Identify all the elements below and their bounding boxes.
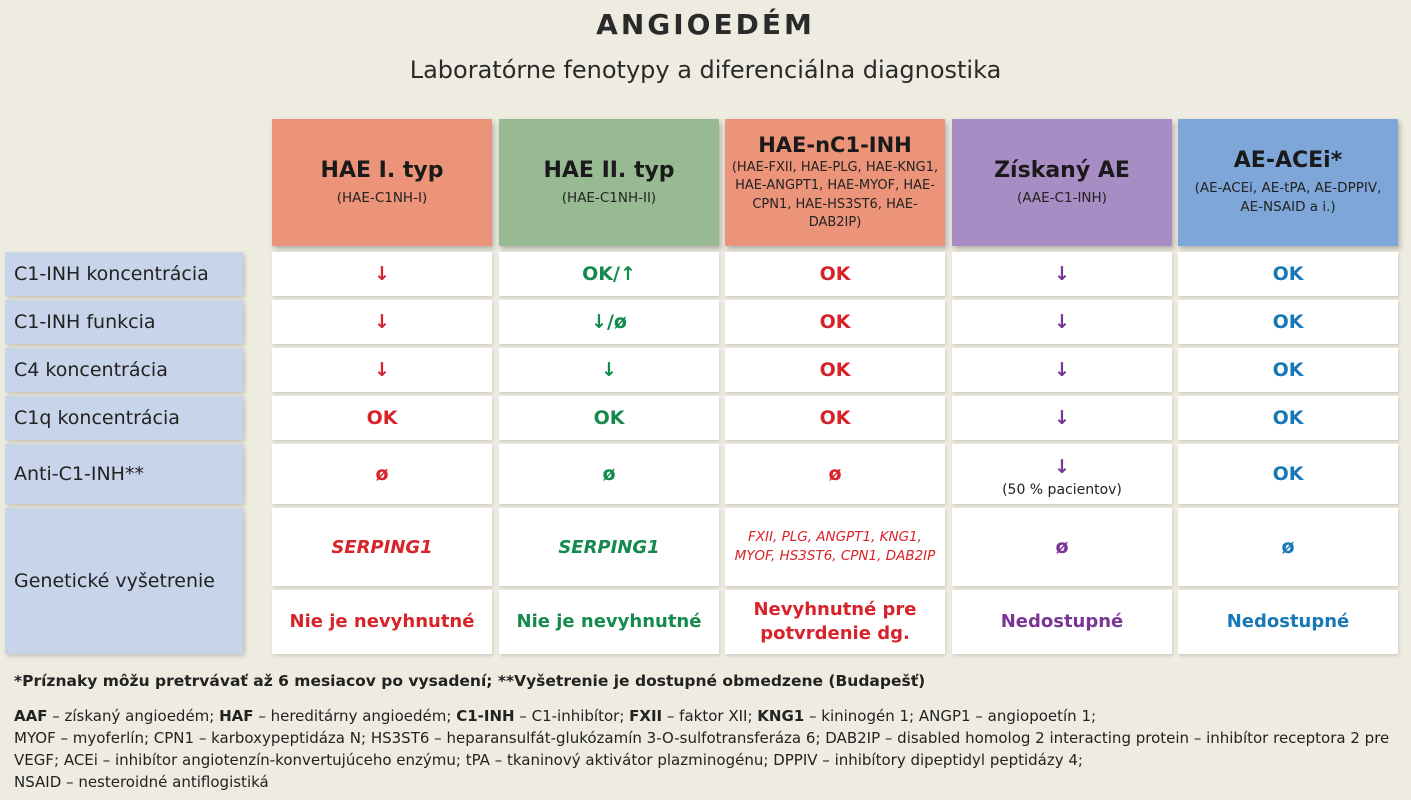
row-label-anti-c1-inh: Anti-C1-INH**	[5, 444, 243, 504]
abbr-term: KNG1	[757, 707, 805, 725]
table-cell	[1178, 252, 1398, 296]
table-cell	[725, 396, 945, 440]
row-label-genetic-testing: Genetické vyšetrenie	[5, 508, 243, 654]
page-subtitle: Laboratórne fenotypy a diferenciálna diagnostika	[409, 56, 1002, 84]
abbr-term: AAF	[14, 707, 48, 725]
abbr-term: ANGP1	[918, 707, 971, 725]
cell-value: OK	[1272, 311, 1304, 333]
cell-value: ø	[602, 463, 616, 485]
table-cell	[499, 252, 719, 296]
cell-value: ↓	[1054, 263, 1070, 285]
abbr-term: NSAID	[14, 773, 62, 791]
table-cell	[272, 348, 492, 392]
gene-value: ø	[1281, 536, 1295, 558]
column-subtitle: (AAE-C1-INH)	[1017, 189, 1107, 206]
table-cell	[952, 396, 1172, 440]
column-header-ae-acei	[1178, 119, 1398, 246]
abbr-def: faktor XII	[679, 707, 748, 725]
abbr-def: získaný angioedém	[64, 707, 210, 725]
abbr-def: tkaninový aktivátor plazminogénu	[507, 751, 764, 769]
abbr-term: HAF	[219, 707, 254, 725]
abbr-def: disabled homolog 2 interacting protein – inhibítor receptora 2 pre VEGF	[14, 729, 1390, 769]
table-cell	[1178, 348, 1398, 392]
table-cell	[952, 348, 1172, 392]
abbreviations-legend: AAF – získaný angioedém; HAF – hereditárny angioedém; C1-INH – C1-inhibítor; FXII – faktor XII; KNG1 – kininogén 1; ANGP1 – angiopoetín 1; MYOF – myoferlín; CPN1 – karboxypeptidáza N; HS3ST6 – heparansulfát-glukózamín 3-O-sulfotransferáza 6; DAB2IP – disabled homolog 2 interacting protein – inhibítor receptora 2 pre VEGF; ACEi – inhibítor angiotenzín-konvertujúceho enzýmu; tPA – tkaninový aktivátor plazminogénu; DPPIV – inhibítory dipeptidyl peptidázy 4; NSAID – nesteroidné antiflogistiká	[14, 707, 1390, 791]
gene-value: ø	[1055, 536, 1069, 558]
cell-value: OK	[593, 407, 625, 429]
table-cell	[725, 348, 945, 392]
gene-cell	[952, 508, 1172, 586]
column-title: HAE I. typ	[320, 157, 444, 183]
cell-value: ↓	[1054, 456, 1070, 478]
table-cell	[272, 300, 492, 344]
abbr-term: ACEi	[63, 751, 98, 769]
cell-value: OK/↑	[582, 263, 636, 285]
table-cell	[499, 300, 719, 344]
row-label-c1-inh-function: C1-INH funkcia	[5, 300, 243, 344]
cell-value: ↓	[1054, 407, 1070, 429]
table-cell	[952, 444, 1172, 504]
availability-value: Nedostupné	[1226, 611, 1350, 632]
row-label-c4-concentration: C4 koncentrácia	[5, 348, 243, 392]
abbr-def: inhibítor angiotenzín-konvertujúceho enzýmu	[115, 751, 456, 769]
availability-value: Nie je nevyhnutné	[516, 611, 702, 632]
gene-cell	[725, 508, 945, 586]
column-subtitle: (HAE-C1NH-II)	[561, 189, 657, 206]
availability-cell	[272, 590, 492, 654]
table-cell	[499, 444, 719, 504]
table-cell	[499, 396, 719, 440]
abbr-term: DAB2IP	[825, 729, 881, 747]
table-cell	[272, 444, 492, 504]
cell-value: ↓/ø	[591, 311, 627, 333]
column-header-hae-2	[499, 119, 719, 246]
cell-value: ↓	[1054, 311, 1070, 333]
cell-value: OK	[1272, 263, 1304, 285]
cell-value: OK	[819, 311, 851, 333]
column-header-hae-nc1-inh	[725, 119, 945, 246]
table-cell	[499, 348, 719, 392]
table-cell	[952, 252, 1172, 296]
column-title: Získaný AE	[994, 157, 1130, 183]
availability-value: Nie je nevyhnutné	[289, 611, 475, 632]
abbr-term: C1-INH	[456, 707, 515, 725]
availability-cell	[952, 590, 1172, 654]
gene-value: FXII, PLG, ANGPT1, KNG1, MYOF, HS3ST6, CPN1, DAB2IP	[734, 529, 936, 564]
abbr-term: FXII	[629, 707, 663, 725]
cell-value: ø	[375, 463, 389, 485]
availability-value: Nedostupné	[1000, 611, 1124, 632]
abbr-def: inhibítory dipeptidyl peptidázy 4	[834, 751, 1078, 769]
table-cell	[1178, 444, 1398, 504]
abbr-term: HS3ST6	[370, 729, 430, 747]
column-subtitle: (AE-ACEi, AE-tPA, AE-DPPIV, AE-NSAID a i.)	[1194, 180, 1382, 215]
cell-value: ↓	[1054, 359, 1070, 381]
cell-value: OK	[366, 407, 398, 429]
abbr-term: tPA	[465, 751, 490, 769]
table-cell	[725, 252, 945, 296]
row-label-c1-inh-concentration: C1-INH koncentrácia	[5, 252, 243, 296]
cell-value: ø	[828, 463, 842, 485]
cell-value: ↓	[374, 359, 390, 381]
column-title: HAE II. typ	[543, 157, 675, 183]
table-cell	[725, 300, 945, 344]
cell-value: OK	[819, 359, 851, 381]
column-header-hae-1	[272, 119, 492, 246]
gene-value: SERPING1	[558, 536, 660, 558]
gene-cell	[499, 508, 719, 586]
gene-cell	[272, 508, 492, 586]
cell-value: OK	[1272, 359, 1304, 381]
cell-value: OK	[819, 407, 851, 429]
cell-value: ↓	[601, 359, 617, 381]
abbr-def: C1-inhibítor	[531, 707, 620, 725]
cell-note: (50 % pacientov)	[1002, 482, 1122, 498]
column-subtitle: (HAE-FXII, HAE-PLG, HAE-KNG1, HAE-ANGPT1, HAE-MYOF, HAE-CPN1, HAE-HS3ST6, HAE-DAB2IP)	[731, 159, 939, 230]
abbr-def: karboxypeptidáza N	[211, 729, 361, 747]
table-cell	[952, 300, 1172, 344]
abbr-def: angiopoetín 1	[987, 707, 1091, 725]
abbr-term: DPPIV	[773, 751, 818, 769]
availability-cell	[725, 590, 945, 654]
table-cell	[1178, 300, 1398, 344]
availability-cell	[499, 590, 719, 654]
gene-value: SERPING1	[331, 536, 433, 558]
availability-value: Nevyhnutné pre potvrdenie dg.	[753, 599, 917, 644]
abbr-def: kininogén 1	[821, 707, 910, 725]
table-cell	[272, 396, 492, 440]
cell-value: ↓	[374, 263, 390, 285]
cell-value: ↓	[374, 311, 390, 333]
table-cell	[272, 252, 492, 296]
column-header-acquired-ae	[952, 119, 1172, 246]
abbr-term: MYOF	[14, 729, 56, 747]
cell-value: OK	[819, 263, 851, 285]
gene-cell	[1178, 508, 1398, 586]
table-cell	[725, 444, 945, 504]
cell-value: OK	[1272, 407, 1304, 429]
abbr-def: nesteroidné antiflogistiká	[78, 773, 269, 791]
column-title: HAE-nC1-INH	[758, 132, 912, 157]
availability-cell	[1178, 590, 1398, 654]
abbr-def: myoferlín	[72, 729, 144, 747]
abbr-def: heparansulfát-glukózamín 3-O-sulfotransferáza 6	[446, 729, 816, 747]
page-title: ANGIOEDÉM	[596, 8, 815, 41]
abbr-term: CPN1	[153, 729, 195, 747]
row-label-c1q-concentration: C1q koncentrácia	[5, 396, 243, 440]
cell-value: OK	[1272, 463, 1304, 485]
column-title: AE-ACEi*	[1233, 148, 1343, 173]
table-cell	[1178, 396, 1398, 440]
abbr-def: hereditárny angioedém	[270, 707, 447, 725]
footnote: *Príznaky môžu pretrvávať až 6 mesiacov po vysadení; **Vyšetrenie je dostupné obmedzene (Budapešť)	[14, 672, 926, 690]
column-subtitle: (HAE-C1NH-I)	[336, 189, 428, 206]
